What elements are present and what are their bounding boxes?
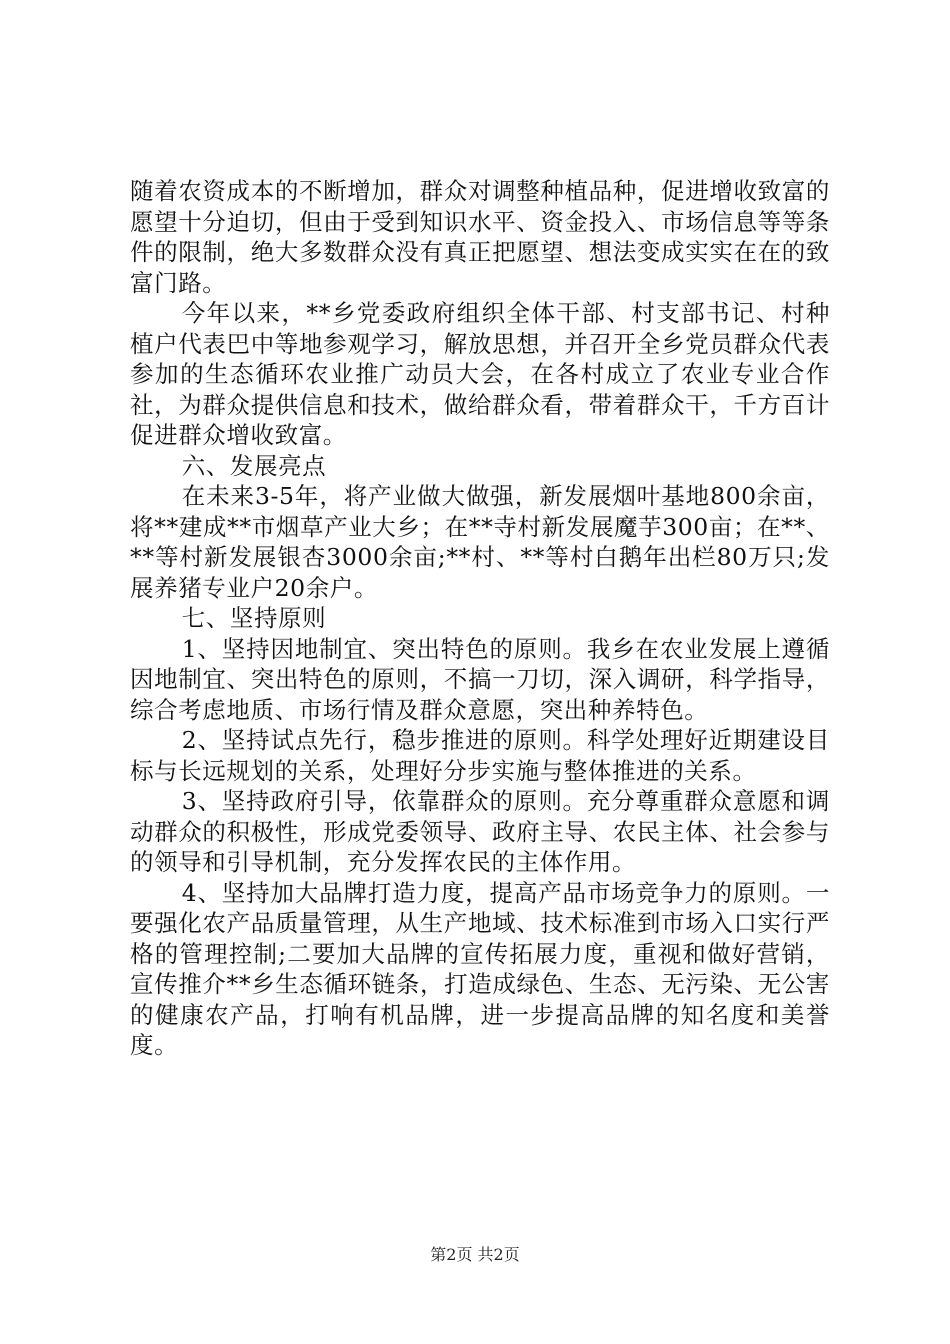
principle-4: 4、坚持加大品牌打造力度，提高产品市场竞争力的原则。一要强化农产品质量管理，从生产地域、技术标准到市场入口实行严格的管理控制;二要加大品牌的宣传拓展力度，重视和做好营销，宣传推介**乡生态循环链条，打造成绿色、生态、无污染、无公害的健康农产品，打响有机品牌，进一步提高品牌的知名度和美誉度。 <box>130 878 830 1059</box>
document-body <box>130 176 830 1061</box>
section-heading-highlights: 六、发展亮点 <box>181 451 327 480</box>
principle-2: 2、坚持试点先行，稳步推进的原则。科学处理好近期建设目标与长远规划的关系，处理好分步实施与整体推进的关系。 <box>130 726 830 785</box>
section-heading-principles: 七、坚持原则 <box>181 604 327 632</box>
paragraph-highlights: 在未来3-5年，将产业做大做强，新发展烟叶基地800余亩，将**建成**市烟草产业大乡；在**寺村新发展魔芋300亩；在**、**等村新发展银杏3000余亩;**村、**等村白鹅年出栏80万只;发展养猪专业户20余户。 <box>130 482 830 602</box>
principle-1: 1、坚持因地制宜、突出特色的原则。我乡在农业发展上遵循因地制宜、突出特色的原则，不搞一刀切，深入调研，科学指导，综合考虑地质、市场行情及群众意愿，突出种养特色。 <box>130 634 830 724</box>
paragraph-continuation: 随着农资成本的不断增加，群众对调整种植品种，促进增收致富的愿望十分迫切，但由于受到知识水平、资金投入、市场信息等等条件的限制，绝大多数群众没有真正把愿望、想法变成实实在在的致富门路。 <box>130 177 830 297</box>
paragraph-this-year: 今年以来，**乡党委政府组织全体干部、村支部书记、村种植户代表巴中等地参观学习，解放思想，并召开全乡党员群众代表参加的生态循环农业推广动员大会，在各村成立了农业专业合作社，为群众提供信息和技术，做给群众看，带着群众干，千方百计促进群众增收致富。 <box>130 299 830 449</box>
page-footer: 第2页 共2页 <box>430 1245 520 1264</box>
principle-3: 3、坚持政府引导，依靠群众的原则。充分尊重群众意愿和调动群众的积极性，形成党委领导、政府主导、农民主体、社会参与的领导和引导机制，充分发挥农民的主体作用。 <box>130 787 830 876</box>
